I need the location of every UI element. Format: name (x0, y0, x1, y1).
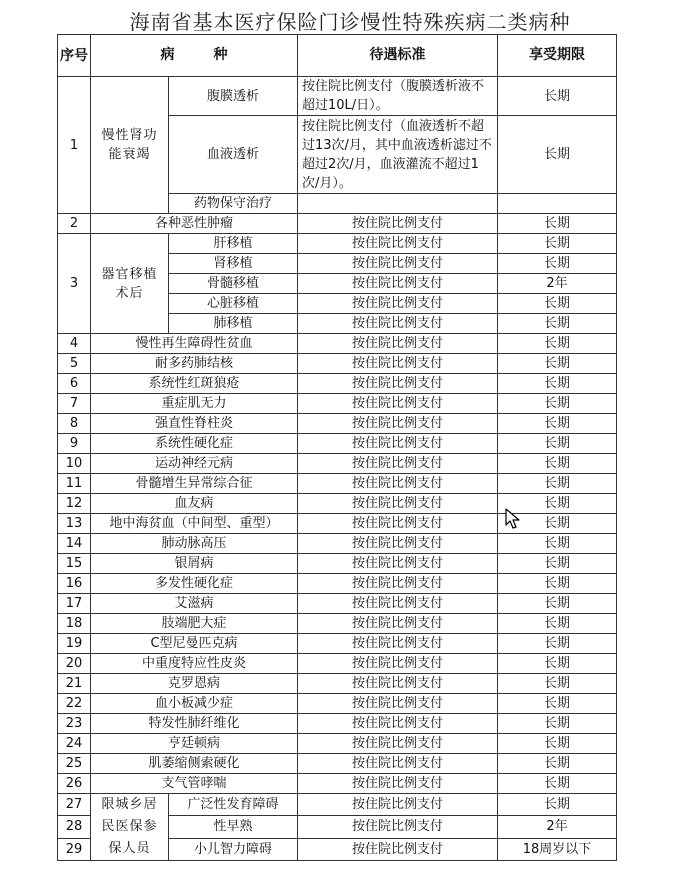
period-cell: 长期 (498, 434, 617, 454)
period-cell: 18周岁以下 (498, 838, 617, 860)
sub-disease-name: 广泛性发育障碍 (169, 794, 298, 816)
table-row (58, 754, 617, 774)
standard-cell: 按住院比例支付 (298, 654, 498, 674)
standard-cell: 按住院比例支付 (298, 614, 498, 634)
standard-cell: 按住院比例支付 (298, 774, 498, 794)
row-num: 8 (58, 414, 91, 434)
disease-table (57, 34, 617, 861)
row-num: 3 (58, 234, 91, 334)
standard-cell: 按住院比例支付 (298, 334, 498, 354)
table-row (58, 794, 617, 816)
table-row (58, 774, 617, 794)
group-name: 慢性肾功能衰竭 (91, 77, 169, 214)
row-num: 1 (58, 77, 91, 214)
standard-cell: 按住院比例支付 (298, 838, 498, 860)
table-row (58, 734, 617, 754)
sub-disease-name: 药物保守治疗 (169, 194, 298, 214)
row-num: 2 (58, 214, 91, 234)
period-cell: 长期 (498, 774, 617, 794)
standard-cell: 按住院比例支付 (298, 694, 498, 714)
standard-cell: 按住院比例支付 (298, 374, 498, 394)
table-row (58, 77, 617, 116)
standard-cell: 按住院比例支付 (298, 494, 498, 514)
period-cell: 2年 (498, 816, 617, 838)
disease-name: 多发性硬化症 (91, 574, 298, 594)
disease-name: 慢性再生障碍性贫血 (91, 334, 298, 354)
standard-cell: 按住院比例支付 (298, 794, 498, 816)
standard-cell: 按住院比例支付 (298, 574, 498, 594)
row-num: 29 (58, 838, 91, 860)
row-num: 23 (58, 714, 91, 734)
table-row (58, 514, 617, 534)
standard-cell: 按住院比例支付 (298, 634, 498, 654)
period-cell: 长期 (498, 714, 617, 734)
table-row (58, 374, 617, 394)
sub-disease-name: 小儿智力障碍 (169, 838, 298, 860)
period-cell: 长期 (498, 514, 617, 534)
page-title: 海南省基本医疗保险门诊慢性特殊疾病二类病种 (129, 10, 571, 34)
row-num: 7 (58, 394, 91, 414)
standard-cell: 按住院比例支付 (298, 734, 498, 754)
row-num: 18 (58, 614, 91, 634)
standard-cell: 按住院比例支付 (298, 474, 498, 494)
period-cell: 长期 (498, 374, 617, 394)
group-name: 限城乡居民医保参保人员 (91, 794, 169, 861)
table-row (58, 674, 617, 694)
row-num: 6 (58, 374, 91, 394)
period-cell: 长期 (498, 694, 617, 714)
period-cell: 长期 (498, 254, 617, 274)
period-cell: 长期 (498, 554, 617, 574)
table-row (58, 214, 617, 234)
row-num: 10 (58, 454, 91, 474)
disease-name: 中重度特应性皮炎 (91, 654, 298, 674)
period-cell: 2年 (498, 274, 617, 294)
row-num: 19 (58, 634, 91, 654)
standard-cell: 按住院比例支付 (298, 394, 498, 414)
row-num: 28 (58, 816, 91, 838)
standard-cell: 按住院比例支付 (298, 514, 498, 534)
table-row (58, 394, 617, 414)
row-num: 12 (58, 494, 91, 514)
row-num: 25 (58, 754, 91, 774)
row-num: 13 (58, 514, 91, 534)
disease-name: 银屑病 (91, 554, 298, 574)
sub-disease-name: 肺移植 (169, 314, 298, 334)
standard-cell: 按住院比例支付 (298, 254, 498, 274)
period-cell: 长期 (498, 734, 617, 754)
sub-disease-name: 骨髓移植 (169, 274, 298, 294)
standard-cell: 按住院比例支付 (298, 714, 498, 734)
sub-disease-name: 性早熟 (169, 816, 298, 838)
period-cell: 长期 (498, 594, 617, 614)
table-row (58, 534, 617, 554)
table-row (58, 434, 617, 454)
period-cell: 长期 (498, 214, 617, 234)
table-row (58, 574, 617, 594)
standard-cell: 按住院比例支付 (298, 594, 498, 614)
disease-name: 支气管哮喘 (91, 774, 298, 794)
table-row (58, 654, 617, 674)
disease-name: 系统性硬化症 (91, 434, 298, 454)
table-row (58, 614, 617, 634)
standard-cell: 按住院比例支付 (298, 274, 498, 294)
disease-name: 肺动脉高压 (91, 534, 298, 554)
period-cell: 长期 (498, 294, 617, 314)
table-row (58, 554, 617, 574)
standard-cell: 按住院比例支付 (298, 414, 498, 434)
row-num: 17 (58, 594, 91, 614)
standard-cell: 按住院比例支付 (298, 354, 498, 374)
standard-cell: 按住院比例支付 (298, 434, 498, 454)
sub-disease-name: 肝移植 (169, 234, 298, 254)
table-row (58, 694, 617, 714)
table-row (58, 334, 617, 354)
sub-disease-name: 肾移植 (169, 254, 298, 274)
table-row (58, 454, 617, 474)
disease-name: 特发性肺纤维化 (91, 714, 298, 734)
standard-cell (298, 194, 498, 214)
table-row (58, 494, 617, 514)
row-num: 26 (58, 774, 91, 794)
disease-name: 肢端肥大症 (91, 614, 298, 634)
period-cell: 长期 (498, 454, 617, 474)
period-cell: 长期 (498, 334, 617, 354)
period-cell: 长期 (498, 116, 617, 194)
standard-cell: 按住院比例支付 (298, 554, 498, 574)
disease-name: 艾滋病 (91, 594, 298, 614)
table-header-row (58, 35, 617, 77)
period-cell: 长期 (498, 354, 617, 374)
period-cell: 长期 (498, 794, 617, 816)
period-cell: 长期 (498, 474, 617, 494)
period-cell: 长期 (498, 77, 617, 116)
standard-cell: 按住院比例支付 (298, 214, 498, 234)
disease-name: 亨廷顿病 (91, 734, 298, 754)
disease-name: 重症肌无力 (91, 394, 298, 414)
standard-cell: 按住院比例支付 (298, 454, 498, 474)
disease-name: 运动神经元病 (91, 454, 298, 474)
disease-name: 血友病 (91, 494, 298, 514)
sub-disease-name: 心脏移植 (169, 294, 298, 314)
standard-cell: 按住院比例支付 (298, 816, 498, 838)
period-cell: 长期 (498, 534, 617, 554)
row-num: 22 (58, 694, 91, 714)
period-cell: 长期 (498, 654, 617, 674)
standard-cell: 按住院比例支付 (298, 294, 498, 314)
disease-name: 血小板减少症 (91, 694, 298, 714)
row-num: 24 (58, 734, 91, 754)
disease-name: 地中海贫血（中间型、重型） (91, 514, 298, 534)
standard-cell: 按住院比例支付 (298, 754, 498, 774)
table-row (58, 714, 617, 734)
period-cell: 长期 (498, 574, 617, 594)
table-row (58, 634, 617, 654)
table-row (58, 414, 617, 434)
period-cell: 长期 (498, 674, 617, 694)
row-num: 21 (58, 674, 91, 694)
disease-name: 肌萎缩侧索硬化 (91, 754, 298, 774)
row-num: 9 (58, 434, 91, 454)
row-num: 4 (58, 334, 91, 354)
standard-cell: 按住院比例支付 (298, 314, 498, 334)
period-cell: 长期 (498, 634, 617, 654)
table-row (58, 594, 617, 614)
table-row (58, 474, 617, 494)
header-period: 享受期限 (498, 35, 617, 77)
row-num: 5 (58, 354, 91, 374)
row-num: 20 (58, 654, 91, 674)
disease-name: 克罗恩病 (91, 674, 298, 694)
standard-cell: 按住院比例支付（腹膜透析液不超过10L/日）。 (298, 77, 498, 116)
sub-disease-name: 血液透析 (169, 116, 298, 194)
header-standard: 待遇标准 (298, 35, 498, 77)
period-cell: 长期 (498, 754, 617, 774)
standard-cell: 按住院比例支付 (298, 534, 498, 554)
table-row (58, 234, 617, 254)
period-cell: 长期 (498, 414, 617, 434)
period-cell: 长期 (498, 234, 617, 254)
standard-cell: 按住院比例支付 (298, 234, 498, 254)
row-num: 14 (58, 534, 91, 554)
standard-cell: 按住院比例支付（血液透析不超过13次/月，其中血液透析滤过不超过2次/月，血液灌流不超过1次/月）。 (298, 116, 498, 194)
row-num: 11 (58, 474, 91, 494)
row-num: 16 (58, 574, 91, 594)
period-cell: 长期 (498, 394, 617, 414)
standard-cell: 按住院比例支付 (298, 674, 498, 694)
disease-name: 耐多药肺结核 (91, 354, 298, 374)
disease-name: 强直性脊柱炎 (91, 414, 298, 434)
period-cell: 长期 (498, 614, 617, 634)
header-disease: 病 种 (91, 35, 298, 77)
disease-name: 系统性红斑狼疮 (91, 374, 298, 394)
mouse-cursor-icon (505, 508, 521, 530)
row-num: 27 (58, 794, 91, 816)
period-cell: 长期 (498, 314, 617, 334)
disease-name: 骨髓增生异常综合征 (91, 474, 298, 494)
disease-name: C型尼曼匹克病 (91, 634, 298, 654)
disease-name: 各种恶性肿瘤 (91, 214, 298, 234)
row-num: 15 (58, 554, 91, 574)
period-cell: 长期 (498, 494, 617, 514)
group-name: 器官移植术后 (91, 234, 169, 334)
period-cell (498, 194, 617, 214)
header-num: 序号 (58, 35, 91, 77)
table-row (58, 354, 617, 374)
sub-disease-name: 腹膜透析 (169, 77, 298, 116)
